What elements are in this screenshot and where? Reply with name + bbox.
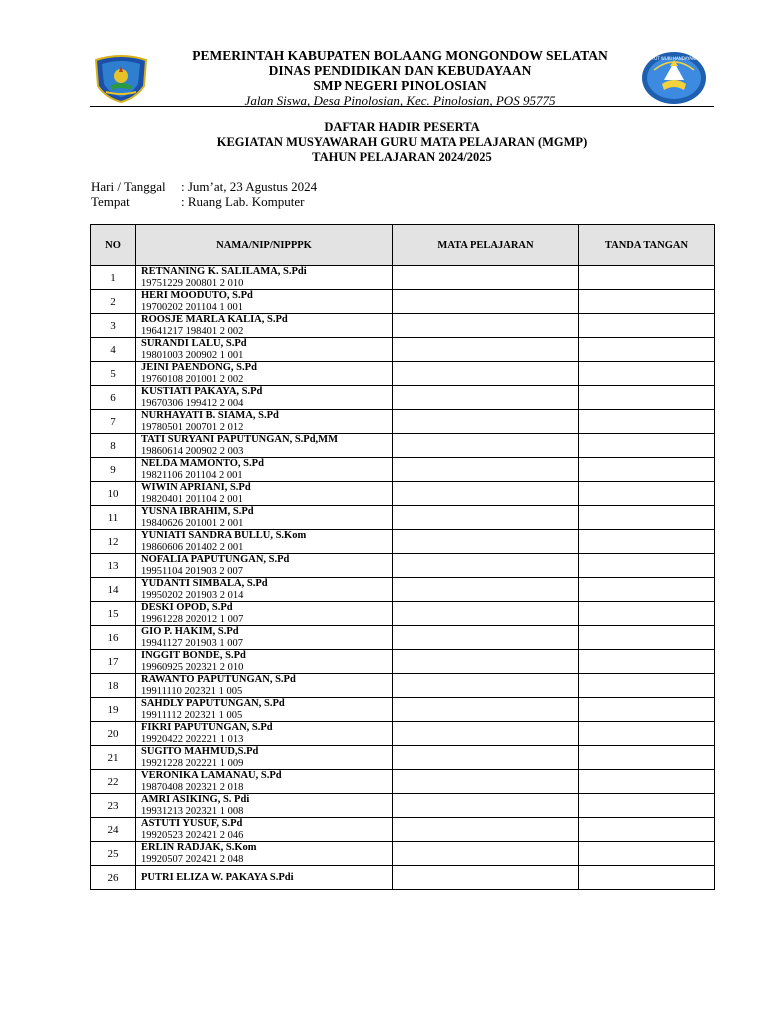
row-number: 7 bbox=[91, 410, 136, 434]
signature-cell[interactable] bbox=[579, 794, 715, 818]
header-name: NAMA/NIP/NIPPPK bbox=[136, 225, 393, 266]
signature-cell[interactable] bbox=[579, 626, 715, 650]
row-number: 2 bbox=[91, 290, 136, 314]
signature-cell[interactable] bbox=[579, 698, 715, 722]
attendance-rows bbox=[91, 266, 715, 890]
place-row bbox=[91, 194, 317, 209]
event-details bbox=[91, 179, 317, 209]
participant-nip: 19801003 200902 1 001 bbox=[141, 349, 244, 361]
subject-cell[interactable] bbox=[393, 386, 579, 410]
row-number: 14 bbox=[91, 578, 136, 602]
row-number: 9 bbox=[91, 458, 136, 482]
signature-cell[interactable] bbox=[579, 650, 715, 674]
attendance-table bbox=[90, 224, 715, 890]
subject-cell[interactable] bbox=[393, 746, 579, 770]
table-row bbox=[91, 818, 715, 842]
participant-nip: 19921228 202221 1 009 bbox=[141, 757, 244, 769]
subject-cell[interactable] bbox=[393, 554, 579, 578]
participant-name: INGGIT BONDE, S.Pd bbox=[141, 650, 246, 661]
participant-name: SAHDLY PAPUTUNGAN, S.Pd bbox=[141, 698, 285, 709]
signature-cell[interactable] bbox=[579, 314, 715, 338]
subject-cell[interactable] bbox=[393, 794, 579, 818]
signature-cell[interactable] bbox=[579, 290, 715, 314]
participant-nip: 19860614 200902 2 003 bbox=[141, 445, 244, 457]
subject-cell[interactable] bbox=[393, 458, 579, 482]
table-row bbox=[91, 266, 715, 290]
participant-cell bbox=[136, 482, 393, 506]
participant-nip: 19820401 201104 2 001 bbox=[141, 493, 243, 505]
table-row bbox=[91, 698, 715, 722]
table-row bbox=[91, 578, 715, 602]
participant-cell bbox=[136, 506, 393, 530]
table-row bbox=[91, 674, 715, 698]
row-number: 4 bbox=[91, 338, 136, 362]
participant-cell bbox=[136, 818, 393, 842]
signature-cell[interactable] bbox=[579, 386, 715, 410]
participant-name: YUSNA IBRAHIM, S.Pd bbox=[141, 506, 254, 517]
government-name: PEMERINTAH KABUPATEN BOLAANG MONGONDOW SELATAN bbox=[192, 48, 608, 63]
participant-nip: 19911110 202321 1 005 bbox=[141, 685, 243, 697]
subject-cell[interactable] bbox=[393, 362, 579, 386]
signature-cell[interactable] bbox=[579, 866, 715, 890]
participant-cell bbox=[136, 602, 393, 626]
subject-cell[interactable] bbox=[393, 266, 579, 290]
tut-wuri-handayani-icon bbox=[640, 50, 708, 106]
participant-nip: 19751229 200801 2 010 bbox=[141, 277, 244, 289]
participant-cell bbox=[136, 458, 393, 482]
participant-name: FIKRI PAPUTUNGAN, S.Pd bbox=[141, 722, 273, 733]
participant-nip: 19920422 202221 1 013 bbox=[141, 733, 244, 745]
participant-name: YUNIATI SANDRA BULLU, S.Kom bbox=[141, 530, 307, 541]
signature-cell[interactable] bbox=[579, 770, 715, 794]
table-row bbox=[91, 362, 715, 386]
participant-nip: 19950202 201903 2 014 bbox=[141, 589, 244, 601]
subject-cell[interactable] bbox=[393, 602, 579, 626]
table-row bbox=[91, 722, 715, 746]
table-row bbox=[91, 338, 715, 362]
participant-name: NURHAYATI B. SIAMA, S.Pd bbox=[141, 410, 279, 421]
row-number: 18 bbox=[91, 674, 136, 698]
letterhead-text bbox=[152, 48, 648, 108]
participant-name: ASTUTI YUSUF, S.Pd bbox=[141, 818, 243, 829]
table-row bbox=[91, 866, 715, 890]
subject-cell[interactable] bbox=[393, 410, 579, 434]
signature-cell[interactable] bbox=[579, 554, 715, 578]
document-title bbox=[90, 120, 714, 165]
participant-nip: 19840626 201001 2 001 bbox=[141, 517, 244, 529]
row-number: 25 bbox=[91, 842, 136, 866]
subject-cell[interactable] bbox=[393, 674, 579, 698]
row-number: 19 bbox=[91, 698, 136, 722]
row-number: 23 bbox=[91, 794, 136, 818]
participant-cell bbox=[136, 362, 393, 386]
participant-cell bbox=[136, 626, 393, 650]
participant-cell bbox=[136, 722, 393, 746]
signature-cell[interactable] bbox=[579, 434, 715, 458]
participant-nip: 19780501 200701 2 012 bbox=[141, 421, 244, 433]
participant-name: WIWIN APRIANI, S.Pd bbox=[141, 482, 251, 493]
signature-cell[interactable] bbox=[579, 338, 715, 362]
table-row bbox=[91, 554, 715, 578]
participant-cell bbox=[136, 314, 393, 338]
participant-cell bbox=[136, 866, 393, 890]
table-row bbox=[91, 626, 715, 650]
participant-name: HERI MOODUTO, S.Pd bbox=[141, 290, 253, 301]
table-row bbox=[91, 650, 715, 674]
participant-name: ERLIN RADJAK, S.Kom bbox=[141, 842, 257, 853]
subject-cell[interactable] bbox=[393, 482, 579, 506]
department-name: DINAS PENDIDIKAN DAN KEBUDAYAAN bbox=[268, 63, 532, 78]
signature-cell[interactable] bbox=[579, 506, 715, 530]
participant-name: ROOSJE MARLA KALIA, S.Pd bbox=[141, 314, 288, 325]
row-number: 1 bbox=[91, 266, 136, 290]
table-row bbox=[91, 290, 715, 314]
header-subject: MATA PELAJARAN bbox=[393, 225, 579, 266]
participant-cell bbox=[136, 290, 393, 314]
subject-cell[interactable] bbox=[393, 866, 579, 890]
row-number: 16 bbox=[91, 626, 136, 650]
participant-cell bbox=[136, 770, 393, 794]
signature-cell[interactable] bbox=[579, 458, 715, 482]
svg-text:TUT WURI HANDAYANI: TUT WURI HANDAYANI bbox=[651, 56, 697, 61]
row-number: 12 bbox=[91, 530, 136, 554]
participant-cell bbox=[136, 794, 393, 818]
participant-cell bbox=[136, 434, 393, 458]
row-number: 15 bbox=[91, 602, 136, 626]
date-label: Hari / Tanggal bbox=[91, 179, 166, 194]
participant-name: RETNANING K. SALILAMA, S.Pdi bbox=[141, 266, 307, 277]
table-row bbox=[91, 434, 715, 458]
subject-cell[interactable] bbox=[393, 842, 579, 866]
subject-cell[interactable] bbox=[393, 314, 579, 338]
title-line-1: DAFTAR HADIR PESERTA bbox=[324, 120, 480, 134]
row-number: 24 bbox=[91, 818, 136, 842]
signature-cell[interactable] bbox=[579, 818, 715, 842]
signature-cell[interactable] bbox=[579, 266, 715, 290]
subject-cell[interactable] bbox=[393, 578, 579, 602]
participant-cell bbox=[136, 554, 393, 578]
signature-cell[interactable] bbox=[579, 842, 715, 866]
signature-cell[interactable] bbox=[579, 722, 715, 746]
participant-cell bbox=[136, 842, 393, 866]
participant-nip: 19931213 202321 1 008 bbox=[141, 805, 244, 817]
subject-cell[interactable] bbox=[393, 770, 579, 794]
participant-nip: 19961228 202012 1 007 bbox=[141, 613, 244, 625]
participant-cell bbox=[136, 698, 393, 722]
title-line-2: KEGIATAN MUSYAWARAH GURU MATA PELAJARAN (MGMP) bbox=[216, 135, 588, 149]
subject-cell[interactable] bbox=[393, 506, 579, 530]
title-line-3: TAHUN PELAJARAN 2024/2025 bbox=[312, 150, 492, 164]
participant-name: VERONIKA LAMANAU, S.Pd bbox=[141, 770, 282, 781]
participant-cell bbox=[136, 650, 393, 674]
subject-cell[interactable] bbox=[393, 626, 579, 650]
regency-emblem-icon bbox=[92, 52, 150, 104]
table-header-row bbox=[91, 225, 715, 266]
signature-cell[interactable] bbox=[579, 602, 715, 626]
participant-nip: 19670306 199412 2 004 bbox=[141, 397, 244, 409]
header-signature: TANDA TANGAN bbox=[579, 225, 715, 266]
subject-cell[interactable] bbox=[393, 434, 579, 458]
subject-cell[interactable] bbox=[393, 698, 579, 722]
participant-nip: 19821106 201104 2 001 bbox=[141, 469, 243, 481]
row-number: 6 bbox=[91, 386, 136, 410]
participant-nip: 19760108 201001 2 002 bbox=[141, 373, 244, 385]
date-value: : Jum’at, 23 Agustus 2024 bbox=[181, 179, 318, 194]
date-row bbox=[91, 179, 317, 194]
row-number: 17 bbox=[91, 650, 136, 674]
row-number: 5 bbox=[91, 362, 136, 386]
table-row bbox=[91, 842, 715, 866]
participant-nip: 19870408 202321 2 018 bbox=[141, 781, 244, 793]
table-row bbox=[91, 506, 715, 530]
signature-cell[interactable] bbox=[579, 362, 715, 386]
participant-nip: 19960925 202321 2 010 bbox=[141, 661, 244, 673]
participant-nip: 19951104 201903 2 007 bbox=[141, 565, 243, 577]
participant-name: TATI SURYANI PAPUTUNGAN, S.Pd,MM bbox=[141, 434, 339, 445]
table-row bbox=[91, 314, 715, 338]
row-number: 10 bbox=[91, 482, 136, 506]
place-label: Tempat bbox=[91, 194, 130, 209]
row-number: 13 bbox=[91, 554, 136, 578]
participant-nip: 19941127 201903 1 007 bbox=[141, 637, 243, 649]
table-row bbox=[91, 602, 715, 626]
table-row bbox=[91, 482, 715, 506]
participant-nip: 19920523 202421 2 046 bbox=[141, 829, 244, 841]
signature-cell[interactable] bbox=[579, 746, 715, 770]
row-number: 21 bbox=[91, 746, 136, 770]
participant-name: RAWANTO PAPUTUNGAN, S.Pd bbox=[141, 674, 296, 685]
table-row bbox=[91, 386, 715, 410]
subject-cell[interactable] bbox=[393, 290, 579, 314]
participant-cell bbox=[136, 674, 393, 698]
row-number: 3 bbox=[91, 314, 136, 338]
row-number: 8 bbox=[91, 434, 136, 458]
participant-name: KUSTIATI PAKAYA, S.Pd bbox=[141, 386, 263, 397]
participant-nip: 19641217 198401 2 002 bbox=[141, 325, 244, 337]
school-address: Jalan Siswa, Desa Pinolosian, Kec. Pinolosian, POS 95775 bbox=[244, 93, 556, 108]
participant-cell bbox=[136, 530, 393, 554]
participant-name: DESKI OPOD, S.Pd bbox=[141, 602, 233, 613]
participant-name: NOFALIA PAPUTUNGAN, S.Pd bbox=[141, 554, 290, 565]
signature-cell[interactable] bbox=[579, 410, 715, 434]
letterhead bbox=[90, 46, 714, 106]
row-number: 11 bbox=[91, 506, 136, 530]
table-row bbox=[91, 410, 715, 434]
participant-name: JEINI PAENDONG, S.Pd bbox=[141, 362, 257, 373]
participant-cell bbox=[136, 746, 393, 770]
participant-name: SURANDI LALU, S.Pd bbox=[141, 338, 247, 349]
participant-cell bbox=[136, 386, 393, 410]
subject-cell[interactable] bbox=[393, 530, 579, 554]
signature-cell[interactable] bbox=[579, 530, 715, 554]
participant-name: GIO P. HAKIM, S.Pd bbox=[141, 626, 239, 637]
participant-name: AMRI ASIKING, S. Pdi bbox=[141, 794, 250, 805]
participant-nip: 19700202 201104 1 001 bbox=[141, 301, 243, 313]
participant-name: PUTRI ELIZA W. PAKAYA S.Pdi bbox=[141, 871, 294, 883]
participant-name: YUDANTI SIMBALA, S.Pd bbox=[141, 578, 268, 589]
participant-nip: 19920507 202421 2 048 bbox=[141, 853, 244, 865]
subject-cell[interactable] bbox=[393, 650, 579, 674]
participant-nip: 19860606 201402 2 001 bbox=[141, 541, 244, 553]
row-number: 20 bbox=[91, 722, 136, 746]
subject-cell[interactable] bbox=[393, 818, 579, 842]
table-row bbox=[91, 530, 715, 554]
participant-cell bbox=[136, 410, 393, 434]
table-row bbox=[91, 770, 715, 794]
table-row bbox=[91, 458, 715, 482]
signature-cell[interactable] bbox=[579, 674, 715, 698]
participant-cell bbox=[136, 578, 393, 602]
row-number: 26 bbox=[91, 866, 136, 890]
place-value: : Ruang Lab. Komputer bbox=[181, 194, 305, 209]
row-number: 22 bbox=[91, 770, 136, 794]
signature-cell[interactable] bbox=[579, 482, 715, 506]
subject-cell[interactable] bbox=[393, 722, 579, 746]
table-row bbox=[91, 746, 715, 770]
header-no: NO bbox=[91, 225, 136, 266]
subject-cell[interactable] bbox=[393, 338, 579, 362]
participant-name: SUGITO MAHMUD,S.Pd bbox=[141, 746, 259, 757]
participant-cell bbox=[136, 266, 393, 290]
participant-cell bbox=[136, 338, 393, 362]
school-name: SMP NEGERI PINOLOSIAN bbox=[313, 78, 487, 93]
letterhead-divider bbox=[90, 106, 714, 107]
signature-cell[interactable] bbox=[579, 578, 715, 602]
table-row bbox=[91, 794, 715, 818]
participant-name: NELDA MAMONTO, S.Pd bbox=[141, 458, 264, 469]
participant-nip: 19911112 202321 1 005 bbox=[141, 709, 243, 721]
